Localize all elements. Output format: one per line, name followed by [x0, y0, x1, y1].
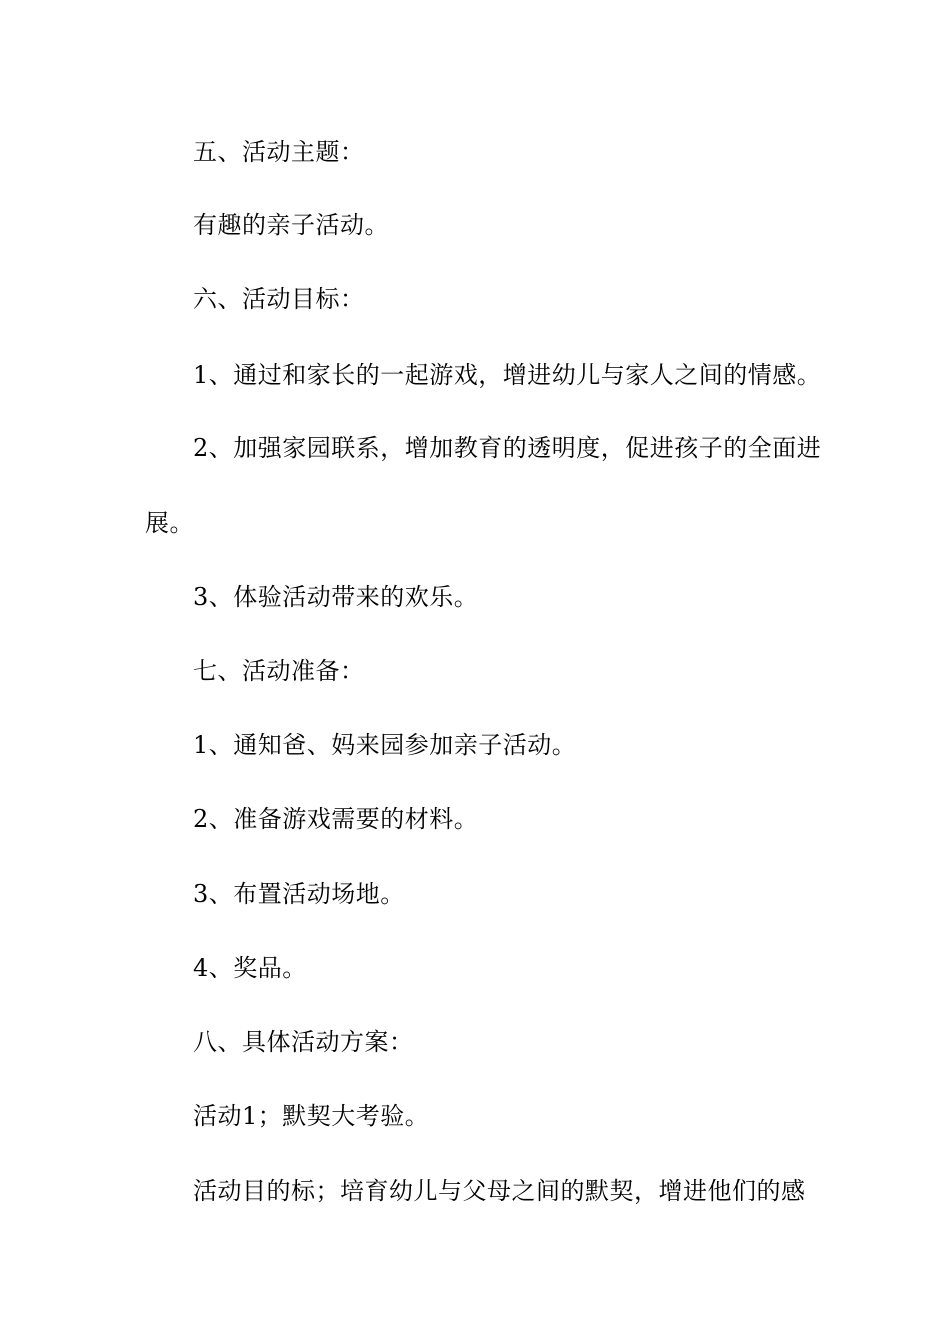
paragraph-prep-2: 2、准备游戏需要的材料。 — [193, 805, 479, 833]
paragraph-prep-1: 1、通知爸、妈来园参加亲子活动。 — [193, 731, 577, 759]
paragraph-goal-3: 3、体验活动带来的欢乐。 — [193, 583, 479, 611]
paragraph-theme: 有趣的亲子活动。 — [193, 211, 389, 239]
section-heading-preparation: 七、活动准备： — [193, 657, 365, 685]
section-heading-plan: 八、具体活动方案： — [193, 1028, 414, 1056]
paragraph-activity-1-goal: 活动目的标；培育幼儿与父母之间的默契，增进他们的感 — [193, 1177, 806, 1205]
paragraph-prep-3: 3、布置活动场地。 — [193, 880, 405, 908]
section-heading-goals: 六、活动目标： — [193, 285, 365, 313]
section-heading-theme: 五、活动主题： — [193, 138, 365, 166]
paragraph-goal-1: 1、通过和家长的一起游戏，增进幼儿与家人之间的情感。 — [193, 361, 822, 389]
paragraph-prep-4: 4、奖品。 — [193, 954, 307, 982]
paragraph-activity-1: 活动1；默契大考验。 — [193, 1102, 430, 1130]
paragraph-goal-2: 2、加强家园联系，增加教育的透明度，促进孩子的全面进 — [193, 434, 822, 462]
paragraph-goal-2-continued: 展。 — [145, 509, 194, 537]
